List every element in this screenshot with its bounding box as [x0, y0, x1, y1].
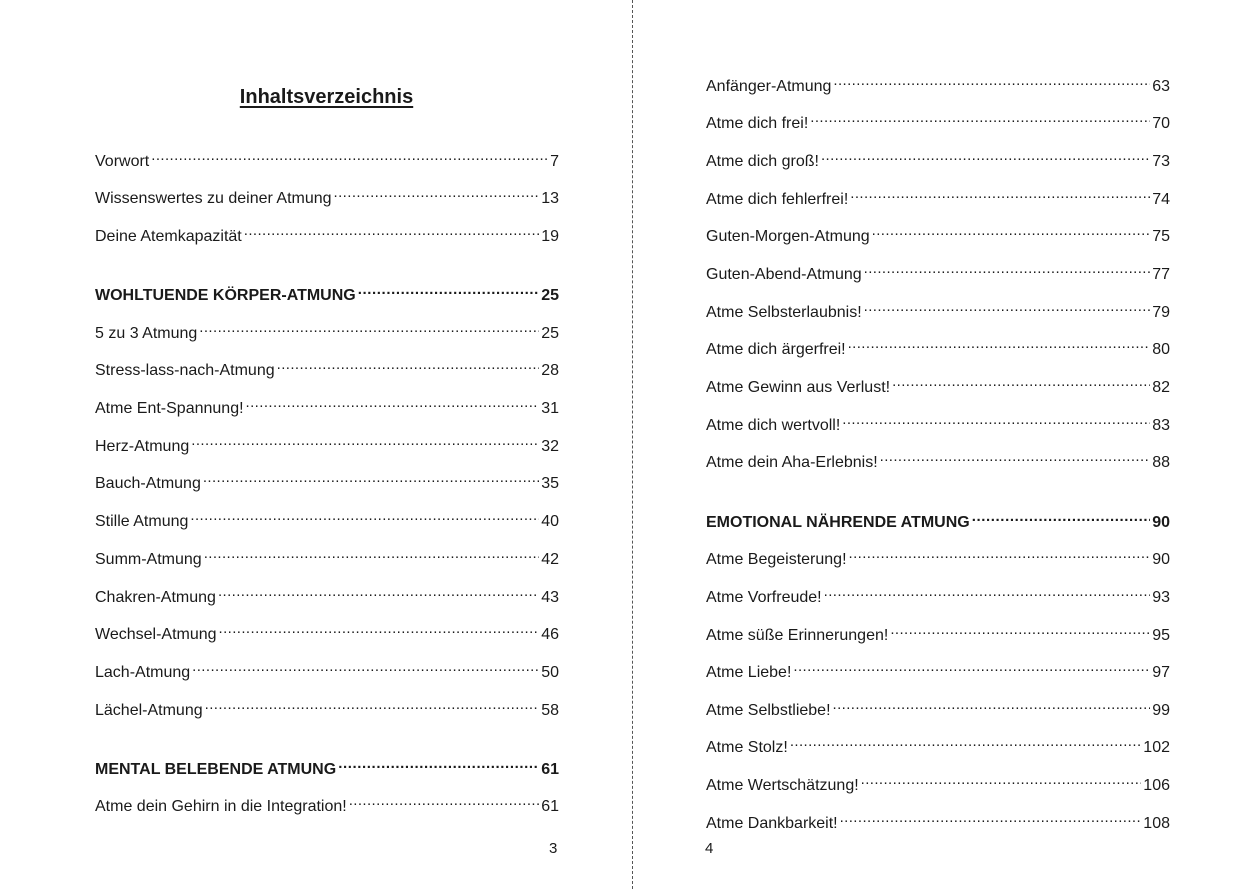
- toc-entry-page: 106: [1143, 777, 1170, 794]
- toc-entry-label: Atme dich fehlerfrei!: [706, 191, 849, 208]
- dot-leader: [203, 464, 539, 488]
- toc-entry-page: 50: [541, 664, 559, 681]
- dot-leader: [861, 766, 1142, 790]
- toc-entry: [95, 615, 559, 643]
- toc-entry-label: Guten-Morgen-Atmung: [706, 228, 870, 245]
- toc-entry: [706, 616, 1170, 644]
- toc-entry-label: Vorwort: [95, 153, 150, 170]
- toc-entry-label: Atme Selbstliebe!: [706, 702, 831, 719]
- toc-entry: [706, 142, 1170, 170]
- dot-leader: [192, 653, 539, 677]
- dot-leader: [338, 750, 539, 774]
- toc-entry-page: 102: [1143, 739, 1170, 756]
- toc-entry-label: Atme dich wertvoll!: [706, 417, 841, 434]
- toc-entry-label: Stress-lass-nach-Atmung: [95, 362, 275, 379]
- toc-entry-page: 25: [541, 287, 559, 304]
- toc-entry: [706, 217, 1170, 245]
- dot-leader: [218, 578, 539, 602]
- toc-entry-label: Atme Wertschätzung!: [706, 777, 859, 794]
- dot-leader: [199, 314, 539, 338]
- toc-entry-label: Lach-Atmung: [95, 664, 191, 681]
- toc-entry-page: 75: [1152, 228, 1170, 245]
- toc-entry-page: 28: [541, 362, 559, 379]
- toc-section-heading: [95, 750, 559, 778]
- toc-entry-label: WOHLTUENDE KÖRPER-ATMUNG: [95, 287, 356, 304]
- dot-leader: [864, 293, 1151, 317]
- dot-leader: [244, 217, 539, 241]
- toc-entry-page: 99: [1152, 702, 1170, 719]
- dot-leader: [864, 255, 1151, 279]
- page-number: 3: [549, 840, 558, 857]
- toc-entry-label: Bauch-Atmung: [95, 475, 201, 492]
- toc-entry-page: 82: [1152, 379, 1170, 396]
- toc-section-heading: [706, 503, 1170, 531]
- toc-entry-page: 32: [541, 438, 559, 455]
- toc-entry-label: Atme Selbsterlaubnis!: [706, 304, 862, 321]
- toc-entry-label: Atme Liebe!: [706, 664, 792, 681]
- dot-leader: [810, 104, 1150, 128]
- toc-entry: [706, 67, 1170, 95]
- dot-leader: [334, 179, 540, 203]
- dot-leader: [840, 804, 1142, 828]
- toc-entry-page: 13: [541, 190, 559, 207]
- toc-entry-label: Herz-Atmung: [95, 438, 190, 455]
- toc-entry-page: 40: [541, 513, 559, 530]
- toc-entry: [706, 255, 1170, 283]
- toc-entry-label: Atme dich groß!: [706, 153, 819, 170]
- toc-entry: [95, 502, 559, 530]
- toc-entry-label: Anfänger-Atmung: [706, 78, 832, 95]
- toc-entry-label: Atme Vorfreude!: [706, 589, 822, 606]
- toc-entry: [95, 314, 559, 342]
- dot-leader: [892, 368, 1150, 392]
- dot-leader: [277, 351, 540, 375]
- dot-leader: [890, 616, 1150, 640]
- toc-entry-label: 5 zu 3 Atmung: [95, 325, 198, 342]
- toc-entry: [706, 804, 1170, 832]
- toc-entry: [95, 578, 559, 606]
- toc-entry-label: Lächel-Atmung: [95, 702, 203, 719]
- toc-entry: [706, 368, 1170, 396]
- toc-entry: [95, 787, 559, 815]
- toc-entry: [95, 217, 559, 245]
- toc-entry-label: Summ-Atmung: [95, 551, 202, 568]
- toc-entry: [706, 406, 1170, 434]
- toc-entry-page: 74: [1152, 191, 1170, 208]
- toc-entry-label: Atme süße Erinnerungen!: [706, 627, 889, 644]
- dot-leader: [880, 443, 1151, 467]
- dot-leader: [824, 578, 1151, 602]
- toc-entry: [95, 464, 559, 492]
- toc-entry: [706, 443, 1170, 471]
- toc-entry-page: 31: [541, 400, 559, 417]
- toc-entry-page: 80: [1152, 341, 1170, 358]
- toc-entry-page: 25: [541, 325, 559, 342]
- toc-entry-page: 7: [550, 153, 559, 170]
- toc-entry: [95, 691, 559, 719]
- toc-entry-label: Deine Atemkapazität: [95, 228, 242, 245]
- dot-leader: [833, 691, 1151, 715]
- dot-leader: [191, 427, 539, 451]
- dot-leader: [842, 406, 1150, 430]
- toc-entry-label: Atme Begeisterung!: [706, 551, 847, 568]
- dot-leader: [972, 503, 1151, 527]
- toc-entry-label: Stille Atmung: [95, 513, 189, 530]
- toc-entry: [95, 653, 559, 681]
- toc-entry-page: 19: [541, 228, 559, 245]
- toc-entry-label: Atme dich frei!: [706, 115, 809, 132]
- toc-entry-label: Chakren-Atmung: [95, 589, 216, 606]
- toc-entry: [95, 142, 559, 170]
- toc-entry-page: 77: [1152, 266, 1170, 283]
- toc-entry-page: 61: [541, 798, 559, 815]
- dot-leader: [205, 691, 540, 715]
- right-page: [634, 0, 1260, 889]
- toc-entry-page: 43: [541, 589, 559, 606]
- toc-entry-label: MENTAL BELEBENDE ATMUNG: [95, 761, 337, 778]
- toc-entry-label: Atme Dankbarkeit!: [706, 815, 838, 832]
- dot-leader: [204, 540, 540, 564]
- toc-entry-page: 63: [1152, 78, 1170, 95]
- toc-entry-label: Atme dein Gehirn in die Integration!: [95, 798, 347, 815]
- toc-entry: [706, 330, 1170, 358]
- toc-entry-page: 61: [541, 761, 559, 778]
- dot-leader: [246, 389, 540, 413]
- toc-entry-page: 79: [1152, 304, 1170, 321]
- toc-entry-label: Guten-Abend-Atmung: [706, 266, 862, 283]
- toc-entry-page: 95: [1152, 627, 1170, 644]
- dot-leader: [850, 180, 1150, 204]
- toc-entry-page: 73: [1152, 153, 1170, 170]
- toc-title: Inhaltsverzeichnis: [239, 86, 414, 108]
- toc-entry: [95, 351, 559, 379]
- page-number: 4: [705, 840, 714, 857]
- toc-entry: [706, 578, 1170, 606]
- toc-entry-page: 42: [541, 551, 559, 568]
- toc-section-heading: [95, 276, 559, 304]
- toc-entry-label: Atme dein Aha-Erlebnis!: [706, 454, 878, 471]
- toc-entry-page: 83: [1152, 417, 1170, 434]
- toc-entry-page: 108: [1143, 815, 1170, 832]
- toc-entry-page: 35: [541, 475, 559, 492]
- page-divider: [632, 0, 633, 889]
- toc-entry-page: 88: [1152, 454, 1170, 471]
- toc-entry: [706, 540, 1170, 568]
- toc-entry: [706, 293, 1170, 321]
- toc-entry-label: Wissenswertes zu deiner Atmung: [95, 190, 332, 207]
- toc-entry-label: Atme Ent-Spannung!: [95, 400, 244, 417]
- dot-leader: [833, 67, 1150, 91]
- dot-leader: [349, 787, 540, 811]
- toc-entry: [706, 691, 1170, 719]
- dot-leader: [848, 330, 1151, 354]
- toc-entry: [706, 766, 1170, 794]
- toc-entry-page: 46: [541, 626, 559, 643]
- toc-entry-label: EMOTIONAL NÄHRENDE ATMUNG: [706, 514, 970, 531]
- toc-entry: [95, 540, 559, 568]
- toc-entry: [95, 427, 559, 455]
- dot-leader: [849, 540, 1151, 564]
- toc-entry-label: Atme dich ärgerfrei!: [706, 341, 846, 358]
- toc-entry-page: 90: [1152, 551, 1170, 568]
- toc-entry-label: Atme Gewinn aus Verlust!: [706, 379, 891, 396]
- toc-entry: [95, 179, 559, 207]
- toc-entry: [95, 389, 559, 417]
- dot-leader: [190, 502, 539, 526]
- toc-entry: [706, 728, 1170, 756]
- dot-leader: [151, 142, 548, 166]
- toc-entry-page: 58: [541, 702, 559, 719]
- toc-entry-page: 90: [1152, 514, 1170, 531]
- dot-leader: [219, 615, 540, 639]
- toc-entry-label: Wechsel-Atmung: [95, 626, 217, 643]
- toc-entry: [706, 653, 1170, 681]
- toc-entry: [706, 180, 1170, 208]
- dot-leader: [358, 276, 539, 300]
- dot-leader: [793, 653, 1150, 677]
- toc-entry-page: 93: [1152, 589, 1170, 606]
- toc-entry: [706, 104, 1170, 132]
- dot-leader: [872, 217, 1151, 241]
- toc-entry-page: 70: [1152, 115, 1170, 132]
- toc-entry-page: 97: [1152, 664, 1170, 681]
- dot-leader: [821, 142, 1150, 166]
- toc-entry-label: Atme Stolz!: [706, 739, 788, 756]
- dot-leader: [790, 728, 1141, 752]
